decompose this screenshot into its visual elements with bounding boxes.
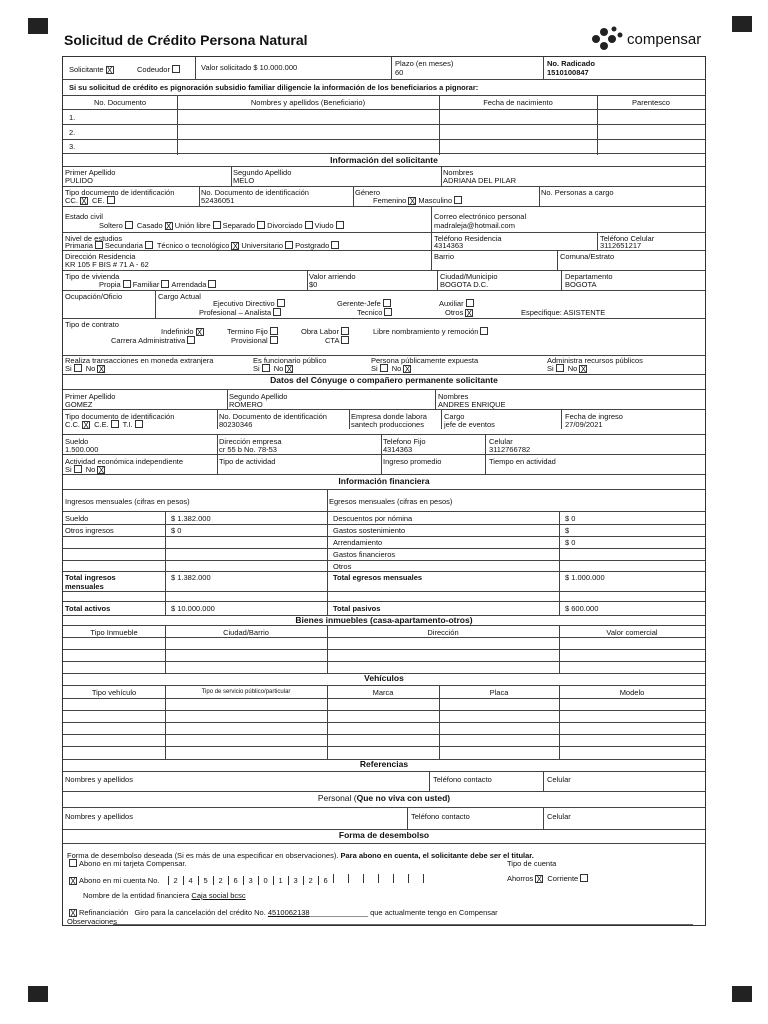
section-financiera: Información financiera [338, 476, 430, 486]
radicado-value: 1510100847 [547, 68, 589, 77]
cony-sueldo-label: Sueldo [65, 437, 89, 446]
vivienda-label: Tipo de vivienda [65, 272, 120, 281]
cony-cargo: jefe de eventos [444, 420, 495, 429]
fin-row-1-egr-label: Descuentos por nómina [333, 514, 413, 523]
masculino-checkbox[interactable] [454, 196, 462, 204]
corriente-label: Corriente [547, 874, 579, 883]
estudios-label: Nivel de estudios [65, 234, 123, 243]
total-egresos-label: Total egresos mensuales [333, 573, 423, 582]
cony-num-doc-label: No. Documento de identificación [219, 412, 327, 421]
libre-nombramiento-checkbox[interactable] [480, 327, 488, 335]
profesional-label: Profesional – Analista [199, 308, 272, 317]
divorciado-checkbox[interactable] [305, 221, 313, 229]
familiar-label: Familiar [132, 280, 160, 289]
tel-cel-value: 3112651217 [600, 241, 642, 250]
actividad-si: Si [65, 465, 72, 474]
cony-ce-label: C.E. [94, 420, 109, 429]
cta-label: CTA [325, 336, 340, 345]
registration-mark-tl [28, 18, 48, 34]
ref1-tel-label: Teléfono contacto [433, 775, 492, 784]
section-desembolso: Forma de desembolso [338, 830, 430, 840]
ref2-nombres-label: Nombres y apellidos [65, 812, 133, 821]
cony-dir-emp: cr 55 b No. 78-53 [219, 445, 277, 454]
section-vehiculos: Vehículos [364, 673, 404, 683]
cta-checkbox[interactable] [341, 336, 349, 344]
tarjeta-option: Abono en mi tarjeta Compensar. [67, 859, 187, 868]
moneda-si: Si [65, 364, 72, 373]
expuesta-no-checkbox[interactable]: X [404, 365, 411, 374]
fin-row-5-egr-label: Otros [333, 562, 352, 571]
veh-col-placa: Placa [489, 688, 509, 697]
valor-solicitado: Valor solicitado $ 10.000.000 [201, 63, 298, 72]
estado-civil-label: Estado civil [65, 212, 103, 221]
casado-checkbox[interactable]: X [166, 222, 172, 231]
cony-ingreso-prom-label: Ingreso promedio [383, 457, 442, 466]
provisional-checkbox[interactable] [270, 336, 278, 344]
veh-col-tipo: Tipo vehículo [91, 688, 137, 697]
fin-row-1-label: Sueldo [65, 514, 89, 523]
barrio-label: Barrio [434, 252, 455, 261]
viudo-checkbox[interactable] [336, 221, 344, 229]
cony-tel-fijo-label: Telefono Fijo [383, 437, 426, 446]
gerente-label: Gerente-Jefe [337, 299, 381, 308]
ciudad-value: BOGOTA D.C. [440, 280, 489, 289]
obra-labor-label: Obra Labor [301, 327, 339, 336]
inm-col-valor: Valor comercial [606, 628, 658, 637]
fin-row-2-egr-value: $ [565, 526, 570, 535]
secundaria-checkbox[interactable] [145, 241, 153, 249]
arriendo-value: $0 [309, 280, 318, 289]
ejecutivo-checkbox[interactable] [277, 299, 285, 307]
universitario-checkbox[interactable] [285, 241, 293, 249]
indefinido-label: Indefinido [161, 327, 194, 336]
ciudad-label: Ciudad/Municipio [440, 272, 498, 281]
expuesta-si-checkbox[interactable] [380, 364, 388, 372]
cony-celular-label: Celular [489, 437, 513, 446]
tel-res-value: 4314363 [434, 241, 464, 250]
ocupacion-label: Ocupación/Oficio [65, 292, 123, 301]
moneda-no: No [85, 364, 96, 373]
recursos-si-checkbox[interactable] [556, 364, 564, 372]
inm-col-ciudad: Ciudad/Barrio [223, 628, 269, 637]
tipo-cuenta-label: Tipo de cuenta [507, 859, 557, 868]
section-referencias: Referencias [359, 759, 409, 769]
cony-primer-apellido: GOMEZ [65, 400, 93, 409]
carrera-label: Carrera Administrativa [111, 336, 186, 345]
cony-nombres: ANDRES ENRIQUE [438, 400, 506, 409]
abono-cuenta-option: X Abono en mi cuenta No. 2 4 5 2 6 3 0 1 3 2 6 [67, 874, 438, 885]
cony-segundo-apellido-label: Segundo Apellido [229, 392, 288, 401]
soltero-label: Soltero [99, 221, 123, 230]
radicado-label: No. Radicado [547, 59, 595, 68]
masculino-label: Masculino [418, 196, 453, 205]
primaria-checkbox[interactable] [95, 241, 103, 249]
cony-num-doc: 80230346 [219, 420, 253, 429]
cony-celular: 3112766782 [489, 445, 531, 454]
arriendo-label: Valor arriendo [309, 272, 356, 281]
pig-col-fecha: Fecha de nacimiento [483, 98, 553, 107]
fin-row-1-egr-value: $ 0 [565, 514, 576, 523]
moneda-label: Realiza transacciones en moneda extranjera [65, 356, 214, 365]
codeudor-checkbox[interactable] [172, 65, 180, 73]
cony-dir-emp-label: Dirección empresa [219, 437, 282, 446]
cony-primer-apellido-label: Primer Apellido [65, 392, 116, 401]
publico-label: Es funcionario público [253, 356, 327, 365]
indefinido-checkbox[interactable]: X [196, 328, 203, 337]
publico-si: Si [253, 364, 260, 373]
ejecutivo-label: Ejecutivo Directivo [213, 299, 275, 308]
gerente-checkbox[interactable] [383, 299, 391, 307]
num-doc-label: No. Documento de identificación [201, 188, 309, 197]
cony-empresa: santech producciones [351, 420, 424, 429]
fin-row-3-egr-value: $ 0 [565, 538, 576, 547]
publico-si-checkbox[interactable] [262, 364, 270, 372]
soltero-checkbox[interactable] [125, 221, 133, 229]
section-solicitante: Información del solicitante [330, 155, 438, 165]
egresos-header: Egresos mensuales (cifras en pesos) [329, 497, 453, 506]
cony-ti-label: T.I. [122, 420, 133, 429]
cony-ce-checkbox[interactable] [111, 420, 119, 428]
compensar-logo [590, 26, 701, 52]
union-libre-checkbox[interactable] [213, 221, 221, 229]
solicitante-checkbox[interactable]: X [106, 66, 113, 75]
otros-checkbox[interactable]: X [466, 309, 473, 318]
correo-label: Correo electrónico personal [434, 212, 527, 221]
inm-col-tipo: Tipo Inmueble [90, 628, 138, 637]
cony-cc-label: C.C. [65, 420, 80, 429]
primer-apellido-value: PULIDO [65, 176, 93, 185]
actividad-si-checkbox[interactable] [74, 465, 82, 473]
veh-col-modelo: Modelo [619, 688, 645, 697]
ce-label: CE. [92, 196, 105, 205]
arrendada-checkbox[interactable] [208, 280, 216, 288]
cony-tiempo-label: Tiempo en actividad [489, 457, 556, 466]
propia-label: Propia [99, 280, 121, 289]
especifique: Especifique: ASISTENTE [521, 308, 606, 317]
postgrado-checkbox[interactable] [331, 241, 339, 249]
ingresos-header: Ingresos mensuales (cifras en pesos) [65, 497, 190, 506]
ahorros-option: Ahorros X Corriente [507, 874, 590, 883]
casado-label: Casado [136, 221, 163, 230]
fin-row-1-value: $ 1.382.000 [171, 514, 211, 523]
carrera-checkbox[interactable] [187, 336, 195, 344]
recursos-no-checkbox[interactable]: X [580, 365, 587, 374]
tecnico-checkbox[interactable]: X [232, 242, 239, 251]
termino-fijo-checkbox[interactable] [270, 327, 278, 335]
recursos-label: Administra recursos públicos [547, 356, 643, 365]
ref2-cel-label: Celular [547, 812, 571, 821]
observaciones-label: Observaciones [67, 917, 118, 926]
ref1-nombres-label: Nombres y apellidos [65, 775, 133, 784]
nombres-label: Nombres [443, 168, 474, 177]
direccion-value: KR 105 F BIS # 71 A - 62 [65, 260, 149, 269]
inm-col-direccion: Dirección [427, 628, 459, 637]
separado-label: Separado [222, 221, 256, 230]
fin-row-2-egr-label: Gastos sostenimiento [333, 526, 406, 535]
segundo-apellido-label: Segundo Apellido [233, 168, 292, 177]
recursos-si: Si [547, 364, 554, 373]
divorciado-label: Divorciado [267, 221, 303, 230]
tarjeta-checkbox[interactable] [69, 859, 77, 867]
pig-col-doc: No. Documento [93, 98, 147, 107]
codeudor-label: Codeudor [137, 65, 182, 74]
logo-wordmark: compensar [627, 30, 702, 48]
cony-empresa-label: Empresa donde labora [351, 412, 427, 421]
logo-dots-icon [590, 26, 624, 52]
genero-label: Género [355, 188, 381, 197]
total-pasivos-label: Total pasivos [333, 604, 381, 613]
cargo-actual-label: Cargo Actual [158, 292, 201, 301]
cony-cc-checkbox[interactable]: X [83, 421, 89, 430]
profesional-checkbox[interactable] [273, 308, 281, 316]
femenino-label: Femenino [373, 196, 407, 205]
section-conyuge: Datos del Cónyuge o compañero permanente solicitante [270, 375, 498, 385]
cony-actividad-label: Actividad económica independiente [65, 457, 183, 466]
otros-label: Otros [445, 308, 464, 317]
pig-col-parentesco: Parentesco [632, 98, 670, 107]
veh-col-marca: Marca [372, 688, 394, 697]
registration-mark-tr [732, 16, 752, 32]
cony-ingreso: 27/09/2021 [565, 420, 603, 429]
total-egresos-value: $ 1.000.000 [565, 573, 605, 582]
arrendada-label: Arrendada [171, 280, 207, 289]
actividad-no-checkbox[interactable]: X [98, 466, 105, 475]
tel-cel-label: Teléfono Celular [600, 234, 655, 243]
viudo-label: Viudo [314, 221, 334, 230]
pig-row-3: 3. [69, 142, 76, 151]
tecnico2-label: Tecnico [357, 308, 383, 317]
fin-row-3-egr-label: Arrendamiento [333, 538, 383, 547]
nombres-value: ADRIANA DEL PILAR [443, 176, 517, 185]
cony-ingreso-label: Fecha de ingreso [565, 412, 623, 421]
moneda-no-checkbox[interactable]: X [98, 365, 105, 374]
cony-tipo-doc-label: Tipo documento de identificación [65, 412, 175, 421]
pignoracion-note: Si su solicitud de crédito es pignoración subsidio familiar diligencie la información de los beneficiarios a pignorar: [69, 83, 479, 92]
plazo-value: 60 [395, 68, 404, 77]
cc-label: CC. [65, 196, 78, 205]
veh-col-servicio: Tipo de servicio público/particular [201, 689, 291, 695]
recursos-no: No [567, 364, 578, 373]
termino-fijo-label: Termino Fijo [227, 327, 268, 336]
cony-segundo-apellido: ROMERO [229, 400, 263, 409]
correo-value: madraleja@hotmail.com [434, 221, 515, 230]
total-activos-value: $ 10.000.000 [171, 604, 215, 613]
cony-sueldo: 1.500.000 [65, 445, 99, 454]
depto-value: BOGOTA [565, 280, 597, 289]
obra-labor-checkbox[interactable] [341, 327, 349, 335]
account-digits: 2 4 5 2 6 3 0 1 3 2 6 [168, 876, 438, 885]
personas-cargo-label: No. Personas a cargo [541, 188, 614, 197]
moneda-si-checkbox[interactable] [74, 364, 82, 372]
page-title: Solicitud de Crédito Persona Natural [64, 32, 308, 48]
pig-row-2: 2. [69, 128, 76, 137]
num-doc-value: 52436051 [201, 196, 235, 205]
total-pasivos-value: $ 600.000 [565, 604, 599, 613]
separado-checkbox[interactable] [257, 221, 265, 229]
cony-tipo-act-label: Tipo de actividad [219, 457, 276, 466]
plazo-label: Plazo (en meses) [395, 59, 454, 68]
cony-ti-checkbox[interactable] [135, 420, 143, 428]
cony-nombres-label: Nombres [438, 392, 469, 401]
segundo-apellido-value: MELO [233, 176, 255, 185]
expuesta-no: No [391, 364, 402, 373]
primer-apellido-label: Primer Apellido [65, 168, 116, 177]
auxiliar-label: Auxiliar [439, 299, 464, 308]
publico-no-checkbox[interactable]: X [286, 365, 293, 374]
corriente-checkbox[interactable] [580, 874, 588, 882]
publico-no: No [273, 364, 284, 373]
universitario-label: Universitario [241, 241, 284, 250]
pig-col-nombres: Nombres y apellidos (Beneficiario) [250, 98, 366, 107]
refinanciacion-option: X Refinanciación Giro para la cancelación del crédito No. 4510062138______________ que actualmente tengo en Compensar [70, 908, 498, 918]
section-inmuebles: Bienes inmuebles (casa-apartamento-otros) [295, 615, 473, 625]
ref-personal-title: Personal (Que no viva con usted) [317, 793, 451, 803]
contrato-label: Tipo de contrato [65, 320, 119, 329]
ref2-tel-label: Teléfono contacto [411, 812, 470, 821]
secundaria-label: Secundaria [104, 241, 143, 250]
refinanciacion-checkbox[interactable]: X [70, 909, 76, 918]
depto-label: Departamento [565, 272, 613, 281]
total-ingresos-label: Total ingresos mensuales [65, 573, 116, 591]
tipo-doc-label: Tipo documento de identificación [65, 188, 175, 197]
pig-row-1: 1. [69, 113, 76, 122]
cony-cargo-label: Cargo [444, 412, 465, 421]
fin-row-4-egr-label: Gastos financieros [333, 550, 396, 559]
solicitante-label: Solicitante X [69, 65, 113, 75]
tecnico2-checkbox[interactable] [384, 308, 392, 316]
primaria-label: Primaria [65, 241, 93, 250]
ahorros-checkbox[interactable]: X [536, 875, 542, 884]
provisional-label: Provisional [231, 336, 268, 345]
auxiliar-checkbox[interactable] [466, 299, 474, 307]
fin-row-2-value: $ 0 [171, 526, 182, 535]
cc-checkbox[interactable]: X [81, 197, 87, 206]
propia-checkbox[interactable] [123, 280, 131, 288]
expuesta-label: Persona públicamente expuesta [371, 356, 479, 365]
registration-mark-br [732, 986, 752, 1002]
fin-row-2-label: Otros ingresos [65, 526, 114, 535]
familiar-checkbox[interactable] [161, 280, 169, 288]
registration-mark-bl [28, 986, 48, 1002]
ref1-cel-label: Celular [547, 775, 571, 784]
ce-checkbox[interactable] [107, 196, 115, 204]
postgrado-label: Postgrado [295, 241, 330, 250]
abono-cuenta-checkbox[interactable]: X [70, 877, 76, 886]
observaciones-line[interactable] [113, 924, 693, 925]
tecnico-label: Técnico o tecnológico [156, 241, 230, 250]
femenino-checkbox[interactable]: X [409, 197, 416, 206]
libre-nombramiento-label: Libre nombramiento y remoción [373, 327, 479, 336]
actividad-no: No [85, 465, 96, 474]
cony-tel-fijo: 4314363 [383, 445, 413, 454]
total-ingresos-value: $ 1.382.000 [171, 573, 211, 582]
expuesta-si: Si [371, 364, 378, 373]
desembolso-note: Forma de desembolso deseada (Si es más de una especificar en observaciones). Para abono en cuenta, el solicitante debe ser el titular. [67, 851, 534, 860]
entidad-financiera: Nombre de la entidad financiera Caja social bcsc [83, 891, 246, 900]
direccion-label: Dirección Residencia [65, 252, 136, 261]
tel-res-label: Teléfono Residencia [434, 234, 502, 243]
total-activos-label: Total activos [65, 604, 111, 613]
union-libre-label: Unión libre [174, 221, 211, 230]
comuna-label: Comuna/Estrato [560, 252, 615, 261]
credit-form [62, 56, 706, 926]
